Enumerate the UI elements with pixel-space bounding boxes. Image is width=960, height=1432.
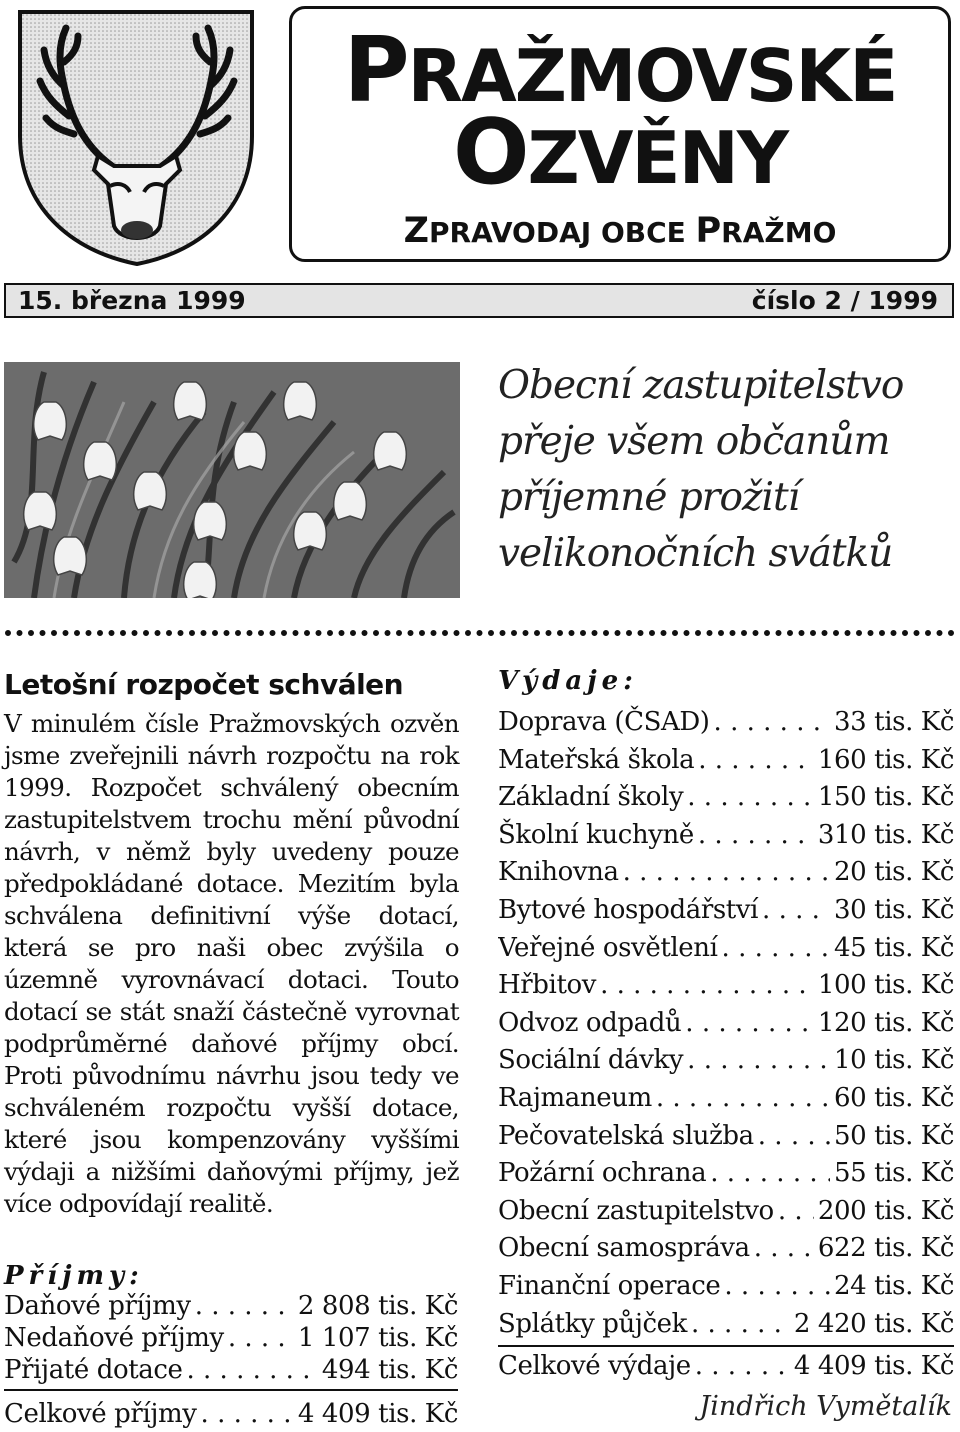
incomes-list <box>4 1290 458 1386</box>
leader-dots <box>691 1306 790 1344</box>
leader-dots <box>685 1005 814 1043</box>
greeting-line: přeje všem občanům <box>498 419 890 464</box>
expense-label: Splátky půjček <box>498 1308 687 1339</box>
expense-value: 150 tis. Kč <box>817 782 954 813</box>
expense-value: 20 tis. Kč <box>834 857 954 888</box>
expense-row <box>498 1155 954 1193</box>
expense-row <box>498 742 954 780</box>
easter-greeting <box>498 358 958 582</box>
expense-value: 33 tis. Kč <box>834 707 954 737</box>
greeting-line: Obecní zastupitelstvo <box>498 363 904 408</box>
incomes-total-rule <box>4 1389 458 1391</box>
expense-row <box>498 1118 954 1156</box>
leader-dots <box>600 967 814 1005</box>
masthead-subtitle <box>292 213 948 251</box>
expenses-total <box>498 1348 954 1384</box>
expense-label: Knihovna <box>498 857 619 888</box>
expense-value: 45 tis. Kč <box>834 932 954 963</box>
expense-label: Finanční operace <box>498 1270 721 1301</box>
expense-total-value: 4 409 tis. Kč <box>793 1351 954 1381</box>
issue-number: číslo 2 / 1999 <box>751 286 938 315</box>
expense-label: Veřejné osvětlení <box>498 932 718 963</box>
expense-row <box>498 1230 954 1268</box>
income-value: 1 107 tis. Kč <box>297 1323 458 1353</box>
subtitle-initial: P <box>695 211 722 251</box>
leader-dots <box>698 817 814 855</box>
masthead <box>289 6 951 262</box>
expense-row <box>498 892 954 930</box>
expense-value: 24 tis. Kč <box>834 1270 954 1301</box>
leader-dots <box>687 1042 830 1080</box>
expense-value: 200 tis. Kč <box>817 1195 954 1226</box>
expense-label: Školní kuchyně <box>498 819 694 850</box>
expense-value: 120 tis. Kč <box>817 1007 954 1038</box>
greeting-line: velikonočních svátků <box>498 531 893 576</box>
leader-dots <box>687 779 814 817</box>
expenses-total-rule <box>498 1345 954 1347</box>
coat-of-arms-stag-icon <box>14 6 260 268</box>
expense-label: Bytové hospodářství <box>498 894 759 925</box>
leader-dots <box>201 1396 294 1432</box>
expense-row <box>498 854 954 892</box>
income-label: Přijaté dotace <box>4 1355 183 1385</box>
income-row <box>4 1290 458 1322</box>
income-label: Nedaňové příjmy <box>4 1323 224 1353</box>
expenses-heading: Výdaje: <box>498 666 638 696</box>
expense-value: 50 tis. Kč <box>834 1120 954 1151</box>
leader-dots <box>722 930 830 968</box>
expense-label: Sociální dávky <box>498 1045 684 1076</box>
masthead-title-line-2-rest: ZVĚNY <box>527 116 788 200</box>
expense-row <box>498 1042 954 1080</box>
dotted-separator <box>4 627 956 639</box>
leader-dots <box>710 1155 830 1193</box>
leader-dots <box>714 704 830 742</box>
leader-dots <box>724 1268 830 1306</box>
expense-label: Odvoz odpadů <box>498 1007 682 1038</box>
masthead-title-line-2: OZVĚNY <box>452 100 788 205</box>
expense-label: Obecní zastupitelstvo <box>498 1195 774 1226</box>
incomes-heading: Příjmy: <box>4 1261 144 1291</box>
expense-row <box>498 704 954 742</box>
leader-dots <box>754 1230 814 1268</box>
expense-label: Základní školy <box>498 782 684 813</box>
leader-dots <box>698 742 814 780</box>
income-total-label: Celkové příjmy <box>4 1399 197 1429</box>
article-body <box>4 708 459 1220</box>
greeting-line: příjemné prožití <box>498 475 800 520</box>
expense-label: Pečovatelská služba <box>498 1120 754 1151</box>
expense-row <box>498 1193 954 1231</box>
expense-value: 160 tis. Kč <box>817 744 954 775</box>
expense-value: 622 tis. Kč <box>817 1233 954 1264</box>
expense-value: 30 tis. Kč <box>834 894 954 925</box>
expense-value: 310 tis. Kč <box>817 819 954 850</box>
leader-dots <box>656 1080 830 1118</box>
issue-date-band <box>4 283 954 318</box>
expense-value: 2 420 tis. Kč <box>793 1308 954 1339</box>
author-signature: Jindřich Vymětalík <box>699 1391 952 1422</box>
masthead-subtitle-text: ZPRAVODAJ OBCE PRAŽMO <box>403 211 837 251</box>
expense-row <box>498 1306 954 1344</box>
article-body-text: V minulém čísle Pražmovských ozvěn jsme zveřejnili návrh rozpočtu na rok 1999. Rozpočet schválený obecním zastupitelstvem trochu mění původní návrh, v němž byly uvedeny pouze předpokládané dotace. Mezitím byla schválena definitivní výše dotací, která se pro naši obec zvýšila o územně vyrovnávací dotaci. Touto dotací se stát snaží částečně vyrovnat podprůměrné daňové příjmy obcí. Proti původnímu návrhu jsou tedy ve schváleném rozpočtu vyšší dotace, které jsou kompenzovány vyššími výdaji a nižšími daňovými příjmy, jež více odpovídají realitě. <box>4 709 459 1218</box>
leader-dots <box>228 1322 294 1354</box>
issue-date: 15. března 1999 <box>18 286 246 315</box>
income-label: Daňové příjmy <box>4 1291 191 1321</box>
expense-label: Doprava (ČSAD) <box>498 707 710 737</box>
masthead-title-line-1: PRAŽMOVSKÉ <box>343 18 897 123</box>
expense-row <box>498 1268 954 1306</box>
expense-row <box>498 779 954 817</box>
expense-value: 10 tis. Kč <box>834 1045 954 1076</box>
expense-row <box>498 1080 954 1118</box>
income-value: 494 tis. Kč <box>321 1355 458 1385</box>
expense-row <box>498 1005 954 1043</box>
leader-dots <box>623 854 830 892</box>
masthead-title-line-1-rest: RAŽMOVSKÉ <box>407 34 897 118</box>
spring-snowflake-flowers-photo <box>4 362 460 598</box>
income-total-row <box>4 1396 458 1432</box>
expense-value: 55 tis. Kč <box>834 1158 954 1189</box>
article-title: Letošní rozpočet schválen <box>4 668 404 701</box>
expense-total-row <box>498 1348 954 1384</box>
income-row <box>4 1322 458 1354</box>
leader-dots <box>195 1290 294 1322</box>
income-value: 2 808 tis. Kč <box>297 1291 458 1321</box>
leader-dots <box>758 1118 830 1156</box>
expense-label: Obecní samospráva <box>498 1233 750 1264</box>
expense-label: Mateřská škola <box>498 744 695 775</box>
expenses-list <box>498 704 954 1343</box>
expense-label: Rajmaneum <box>498 1082 652 1113</box>
expense-value: 100 tis. Kč <box>817 970 954 1001</box>
leader-dots <box>695 1348 790 1384</box>
expense-value: 60 tis. Kč <box>834 1082 954 1113</box>
leader-dots <box>762 892 830 930</box>
income-row <box>4 1354 458 1386</box>
income-total-value: 4 409 tis. Kč <box>297 1399 458 1429</box>
expense-row <box>498 817 954 855</box>
leader-dots <box>778 1193 814 1231</box>
expense-row <box>498 930 954 968</box>
subtitle-initial: Z <box>403 211 430 251</box>
expense-label: Hřbitov <box>498 970 597 1001</box>
expense-row <box>498 967 954 1005</box>
expense-total-label: Celkové výdaje <box>498 1351 691 1381</box>
incomes-total <box>4 1396 458 1432</box>
expense-label: Požární ochrana <box>498 1158 707 1189</box>
leader-dots <box>187 1354 318 1386</box>
